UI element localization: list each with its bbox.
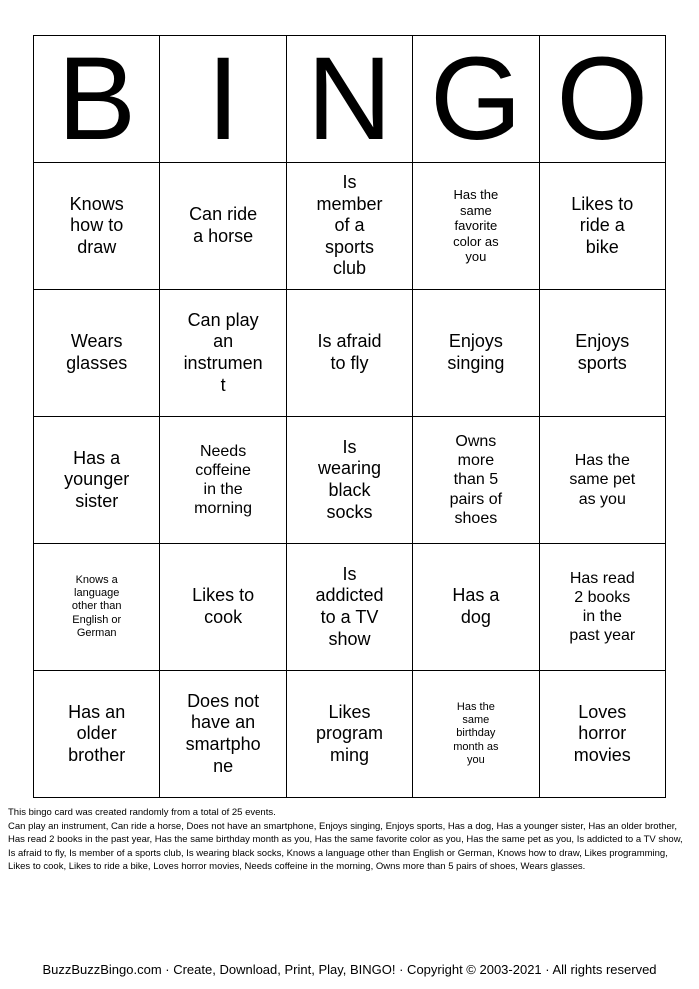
bingo-cell: Can play an instrument [160,290,286,417]
header-letter-i: I [160,36,286,163]
info-summary: This bingo card was created randomly from a total of 25 events. [8,807,276,818]
header-letter-g: G [413,36,539,163]
info-event-list: Can play an instrument, Can ride a horse, Does not have an smartphone, Enjoys singing, Enjoys sports, Has a dog, Has a younger sister, Has an older brother, Has read 2 books in the past year, Has the same birthday month as you, Has the same favorite color as you, Has the same pet as you, Is addicted to a TV show, Is afraid to fly, Is member of a sports club, Is wearing black socks, Knows a language other than English or German, Knows how to draw, Likes programming, Likes to cook, Likes to ride a bike, Loves horror movies, Needs coffeine in the morning, Owns more than 5 pairs of shoes, Wears glasses. [8,820,683,872]
page-footer: BuzzBuzzBingo.com · Create, Download, Print, Play, BINGO! · Copyright © 2003-2021 · All rights reserved [42,962,657,977]
header-letter-o: O [539,36,665,163]
bingo-cell: Has the same birthday month as you [413,671,539,798]
bingo-cell: Owns more than 5 pairs of shoes [413,417,539,544]
header-letter-b: B [34,36,160,163]
bingo-cell: Wears glasses [34,290,160,417]
bingo-header-row [34,36,666,163]
bingo-cell: Is wearing black socks [286,417,412,544]
bingo-cell: Can ride a horse [160,163,286,290]
bingo-row [34,163,666,290]
bingo-cell: Needs coffeine in the morning [160,417,286,544]
card-info [8,806,691,874]
bingo-cell: Loves horror movies [539,671,665,798]
bingo-row [34,671,666,798]
bingo-cell: Is member of a sports club [286,163,412,290]
bingo-cell: Likes to cook [160,544,286,671]
bingo-cell: Enjoys singing [413,290,539,417]
bingo-row [34,290,666,417]
bingo-cell: Is afraid to fly [286,290,412,417]
bingo-cell: Does not have an smartphone [160,671,286,798]
bingo-cell: Knows how to draw [34,163,160,290]
bingo-row [34,417,666,544]
bingo-row [34,544,666,671]
header-letter-n: N [286,36,412,163]
bingo-cell: Is addicted to a TV show [286,544,412,671]
bingo-cell: Has an older brother [34,671,160,798]
bingo-cell: Has read 2 books in the past year [539,544,665,671]
bingo-cell: Knows a language other than English or German [34,544,160,671]
bingo-card [33,35,666,798]
bingo-cell: Has a younger sister [34,417,160,544]
bingo-cell: Has the same favorite color as you [413,163,539,290]
bingo-cell: Enjoys sports [539,290,665,417]
bingo-cell: Has the same pet as you [539,417,665,544]
bingo-cell: Likes programming [286,671,412,798]
bingo-cell: Likes to ride a bike [539,163,665,290]
bingo-cell: Has a dog [413,544,539,671]
